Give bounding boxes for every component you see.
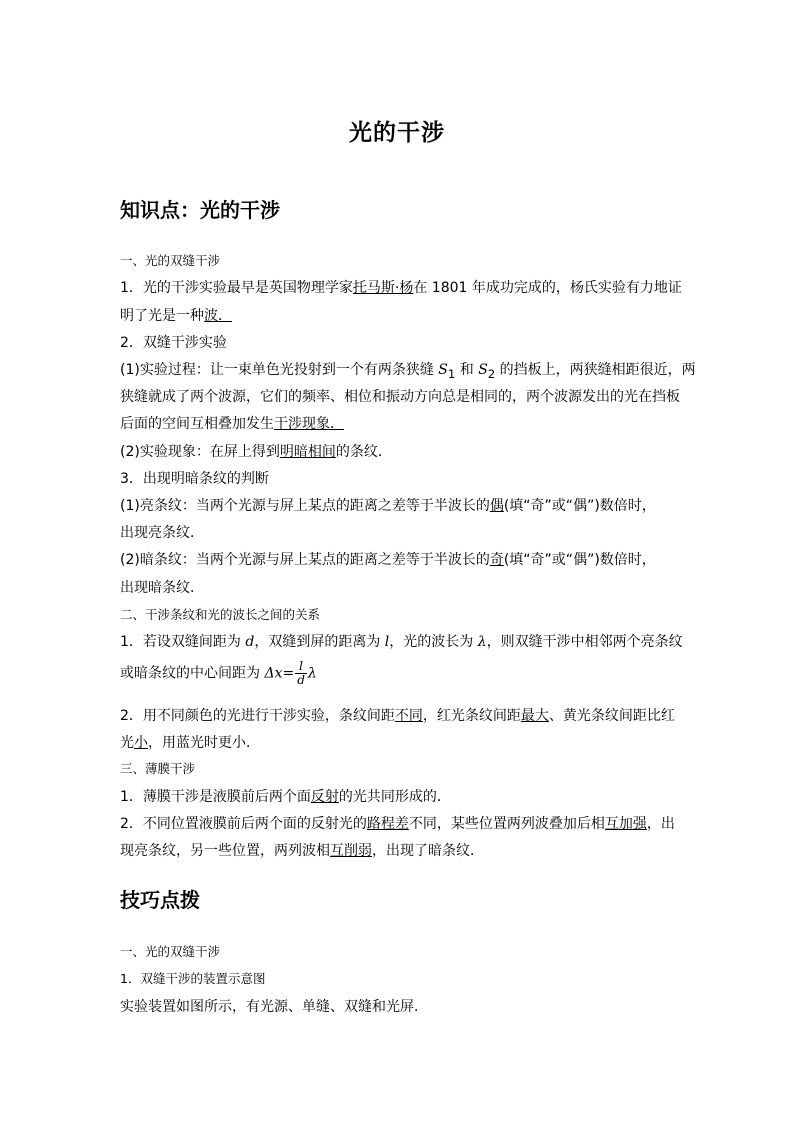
paragraph-line: 实验装置如图所示，有光源、单缝、双缝和光屏． — [120, 999, 428, 1015]
paragraph-line: 明了光是一种波． — [120, 308, 232, 324]
paragraph-line: 2．用不同颜色的光进行干涉实验，条纹间距不同，红光条纹间距最大、黄光条纹间距比红 — [120, 708, 675, 724]
paragraph-line: 后面的空间互相叠加发生干涉现象． — [120, 416, 344, 432]
subheading-thin-film: 三、薄膜干涉 — [120, 761, 196, 776]
subheading-double-slit: 一、光的双缝干涉 — [120, 253, 221, 268]
paragraph-line: (2)实验现象：在屏上得到明暗相间的条纹． — [120, 444, 392, 460]
item-heading: 2．双缝干涉实验 — [120, 335, 227, 351]
subheading-apparatus: 1．双缝干涉的装置示意图 — [120, 971, 266, 986]
item-heading: 3．出现明暗条纹的判断 — [120, 471, 269, 487]
paragraph-line: 狭缝就成了两个波源，它们的频率、相位和振动方向总是相同的，两个波源发出的光在挡板 — [120, 389, 680, 405]
paragraph-line: 光小，用蓝光时更小． — [120, 735, 260, 751]
paragraph-line: 出现亮条纹． — [120, 525, 204, 541]
paragraph-line: 1．薄膜干涉是液膜前后两个面反射的光共同形成的． — [120, 789, 451, 805]
paragraph-line: (1)实验过程：让一束单色光投射到一个有两条狭缝 $S_1$ 和 $S_2$ 的挡板上，两狭缝相距很近，两 — [120, 362, 696, 381]
paragraph-line: (2)暗条纹：当两个光源与屏上某点的距离之差等于半波长的奇(填“奇”或“偶”)数倍时， — [120, 552, 656, 568]
paragraph-line: 2．不同位置液膜前后两个面的反射光的路程差不同，某些位置两列波叠加后相互加强，出 — [120, 816, 675, 832]
paragraph-line: 出现暗条纹． — [120, 580, 204, 596]
paragraph-line: 1．若设双缝间距为 d，双缝到屏的距离为 l，光的波长为 λ，则双缝干涉中相邻两个亮条纹 — [120, 634, 683, 650]
subheading-double-slit-tips: 一、光的双缝干涉 — [120, 944, 221, 959]
page-title: 光的干涉 — [349, 120, 445, 146]
paragraph-line: 现亮条纹，另一些位置，两列波相互削弱，出现了暗条纹． — [120, 843, 484, 859]
paragraph-line: 1．光的干涉实验最早是英国物理学家托马斯·杨在 1801 年成功完成的，杨氏实验有力地证 — [120, 280, 682, 296]
paragraph-line: (1)亮条纹：当两个光源与屏上某点的距离之差等于半波长的偶(填“奇”或“偶”)数倍时， — [120, 498, 656, 514]
section-heading-knowledge: 知识点：光的干涉 — [120, 198, 280, 222]
formula-fraction: $\frac{l}{d}$ — [297, 659, 305, 687]
subheading-wavelength: 二、干涉条纹和光的波长之间的关系 — [120, 607, 321, 622]
paragraph-line: 或暗条纹的中心间距为 Δx= $\frac{l}{d}$ λ — [120, 659, 317, 687]
section-heading-tips: 技巧点拨 — [120, 888, 200, 912]
formula-lhs: Δx= — [264, 665, 295, 682]
